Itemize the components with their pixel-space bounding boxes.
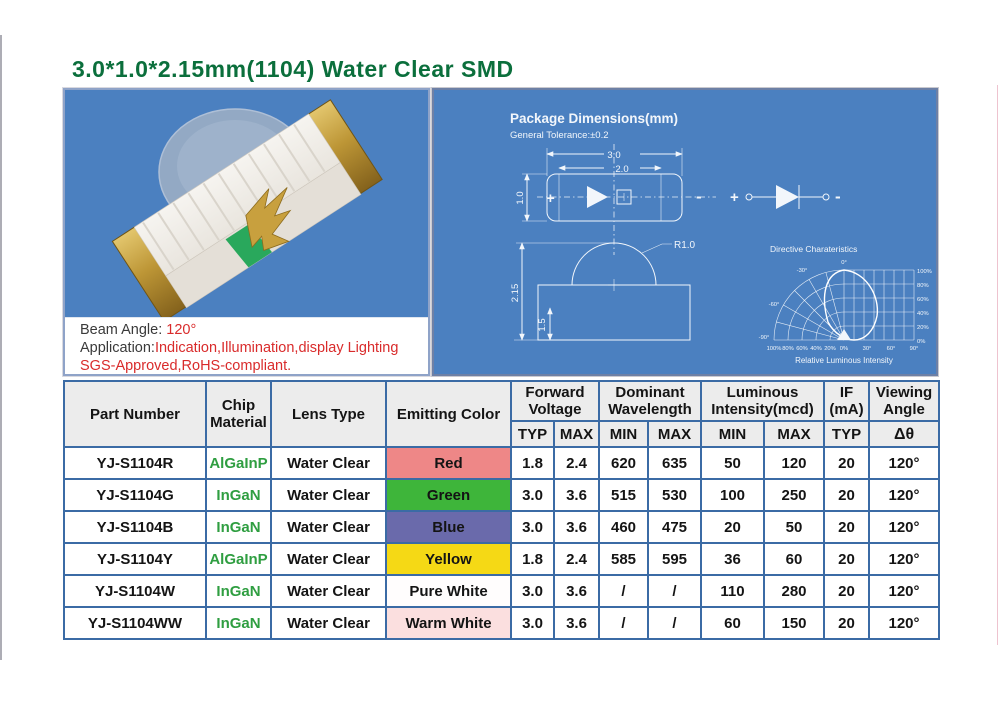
pct-right-80: 80%	[917, 283, 929, 289]
emitting-color-cell: Blue	[386, 511, 511, 543]
top-view-plus: +	[546, 190, 555, 207]
angle-m30-label: -30°	[796, 268, 808, 274]
sub-iv-max: MAX	[764, 421, 824, 447]
side-view-drawing	[510, 240, 696, 340]
viewing-angle-cell: 120°	[869, 479, 939, 511]
col-viewing-angle: Viewing Angle	[869, 381, 939, 421]
iv-max-cell: 250	[764, 479, 824, 511]
top-view-minus: -	[696, 187, 702, 206]
chip-material-cell: InGaN	[206, 479, 271, 511]
sub-if-typ: TYP	[824, 421, 869, 447]
wl-min-cell: 515	[599, 479, 648, 511]
chip-material-cell: InGaN	[206, 575, 271, 607]
vf-typ-cell: 3.0	[511, 511, 554, 543]
vf-max-cell: 3.6	[554, 575, 599, 607]
dim-r1-0: R1.0	[674, 240, 696, 251]
dim-1-0: 1.0	[515, 191, 526, 205]
led-photo	[65, 90, 428, 318]
sub-vf-typ: TYP	[511, 421, 554, 447]
lens-type-cell: Water Clear	[271, 607, 386, 639]
dim-2-0: 2.0	[615, 164, 629, 175]
iv-min-cell: 110	[701, 575, 764, 607]
diode-symbol	[730, 185, 841, 209]
vf-max-cell: 3.6	[554, 607, 599, 639]
vf-max-cell: 3.6	[554, 511, 599, 543]
pct-bottom-0: 0%	[839, 346, 849, 352]
page-edge-artifact-left	[0, 35, 2, 660]
table-header	[64, 381, 939, 447]
chip-material-cell: AlGaInP	[206, 447, 271, 479]
vf-typ-cell: 1.8	[511, 543, 554, 575]
part-number-cell: YJ-S1104WW	[64, 607, 206, 639]
wl-min-cell: 620	[599, 447, 648, 479]
wl-max-cell: 595	[648, 543, 701, 575]
angle-0-label: 0°	[841, 260, 847, 266]
lens-type-cell: Water Clear	[271, 543, 386, 575]
col-if-ma: IF (mA)	[824, 381, 869, 421]
sub-wl-min: MIN	[599, 421, 648, 447]
blueprint-drawing	[434, 90, 936, 374]
if-typ-cell: 20	[824, 607, 869, 639]
angle-m90-label: -90°	[758, 335, 770, 341]
part-number-cell: YJ-S1104R	[64, 447, 206, 479]
beam-angle-line	[80, 321, 422, 339]
viewing-angle-cell: 120°	[869, 447, 939, 479]
viewing-angle-cell: 120°	[869, 575, 939, 607]
angle-m60-label: -60°	[768, 302, 780, 308]
vf-max-cell: 2.4	[554, 447, 599, 479]
iv-max-cell: 120	[764, 447, 824, 479]
beam-angle-value: 120°	[166, 322, 197, 338]
table-row	[64, 575, 939, 607]
lens-type-cell: Water Clear	[271, 479, 386, 511]
dim-2-15: 2.15	[510, 283, 521, 303]
vf-max-cell: 2.4	[554, 543, 599, 575]
pct-right-100: 100%	[917, 269, 932, 275]
emitting-color-cell: Red	[386, 447, 511, 479]
if-typ-cell: 20	[824, 447, 869, 479]
sub-wl-max: MAX	[648, 421, 701, 447]
pct-bottom-40: 40%	[810, 346, 822, 352]
emitting-color-cell: Yellow	[386, 543, 511, 575]
pct-bottom-80: 80%	[782, 346, 794, 352]
pct-bottom-100: 100%	[766, 346, 782, 352]
wl-min-cell: /	[599, 575, 648, 607]
spec-table	[63, 380, 940, 640]
table-row	[64, 479, 939, 511]
iv-max-cell: 60	[764, 543, 824, 575]
table-body	[64, 447, 939, 639]
emitting-color-cell: Green	[386, 479, 511, 511]
application-label: Application:	[80, 340, 155, 356]
vf-typ-cell: 1.8	[511, 447, 554, 479]
lens-type-cell: Water Clear	[271, 511, 386, 543]
iv-min-cell: 60	[701, 607, 764, 639]
wl-min-cell: 460	[599, 511, 648, 543]
table-row	[64, 607, 939, 639]
col-luminous-intensity: Luminous Intensity(mcd)	[701, 381, 824, 421]
table-row	[64, 447, 939, 479]
pct-right-0: 0%	[917, 339, 926, 345]
iv-max-cell: 150	[764, 607, 824, 639]
wl-max-cell: 635	[648, 447, 701, 479]
col-dominant-wavelength: Dominant Wavelength	[599, 381, 701, 421]
part-number-cell: YJ-S1104W	[64, 575, 206, 607]
product-photo-panel	[63, 88, 430, 376]
iv-min-cell: 20	[701, 511, 764, 543]
iv-max-cell: 280	[764, 575, 824, 607]
diagram-title: Package Dimensions(mm)	[510, 111, 679, 126]
sub-iv-min: MIN	[701, 421, 764, 447]
pct-bottom-60: 60%	[796, 346, 808, 352]
wl-max-cell: 475	[648, 511, 701, 543]
symbol-plus: +	[730, 189, 739, 206]
viewing-angle-cell: 120°	[869, 607, 939, 639]
directivity-chart	[759, 244, 932, 365]
page-title: 3.0*1.0*2.15mm(1104) Water Clear SMD	[72, 56, 514, 82]
col-lens-type: Lens Type	[271, 381, 386, 447]
lens-type-cell: Water Clear	[271, 447, 386, 479]
sub-delta-theta: Δθ	[869, 421, 939, 447]
part-number-cell: YJ-S1104G	[64, 479, 206, 511]
vf-typ-cell: 3.0	[511, 607, 554, 639]
directivity-xlabel: Relative Luminous Intensity	[795, 356, 893, 365]
deg-60-label: 60°	[886, 346, 896, 352]
compliance-line: SGS-Approved,RoHS-compliant.	[80, 358, 292, 374]
directivity-title: Directive Charateristics	[770, 244, 858, 254]
beam-pattern-curve	[825, 270, 878, 340]
emitting-color-cell: Warm White	[386, 607, 511, 639]
chip-material-cell: AlGaInP	[206, 543, 271, 575]
photo-caption	[65, 318, 428, 375]
iv-max-cell: 50	[764, 511, 824, 543]
package-dimensions-panel	[432, 88, 938, 376]
col-chip-material: Chip Material	[206, 381, 271, 447]
symbol-minus: -	[835, 187, 841, 206]
chip-material-cell: InGaN	[206, 511, 271, 543]
wl-max-cell: 530	[648, 479, 701, 511]
emitting-color-cell: Pure White	[386, 575, 511, 607]
anode-triangle-mark	[587, 186, 608, 208]
viewing-angle-cell: 120°	[869, 511, 939, 543]
application-line	[80, 339, 422, 357]
dim-1-5: 1.5	[537, 318, 548, 332]
dim-3-0: 3.0	[607, 150, 621, 161]
wl-min-cell: /	[599, 607, 648, 639]
if-typ-cell: 20	[824, 479, 869, 511]
application-value: Indication,Illumination,display Lighting	[154, 340, 399, 356]
iv-min-cell: 100	[701, 479, 764, 511]
pct-right-60: 60%	[917, 297, 929, 303]
table-row	[64, 511, 939, 543]
wl-min-cell: 585	[599, 543, 648, 575]
pct-bottom-20: 20%	[824, 346, 836, 352]
iv-min-cell: 36	[701, 543, 764, 575]
beam-angle-label: Beam Angle:	[80, 322, 167, 338]
if-typ-cell: 20	[824, 543, 869, 575]
viewing-angle-cell: 120°	[869, 543, 939, 575]
if-typ-cell: 20	[824, 511, 869, 543]
col-part-number: Part Number	[64, 381, 206, 447]
vf-typ-cell: 3.0	[511, 479, 554, 511]
top-view-drawing	[515, 144, 716, 255]
led-photo-illustration	[65, 90, 428, 317]
wl-max-cell: /	[648, 607, 701, 639]
iv-min-cell: 50	[701, 447, 764, 479]
vf-max-cell: 3.6	[554, 479, 599, 511]
col-emitting-color: Emitting Color	[386, 381, 511, 447]
if-typ-cell: 20	[824, 575, 869, 607]
col-forward-voltage: Forward Voltage	[511, 381, 599, 421]
sub-vf-max: MAX	[554, 421, 599, 447]
lens-type-cell: Water Clear	[271, 575, 386, 607]
part-number-cell: YJ-S1104Y	[64, 543, 206, 575]
diagram-tolerance: General Tolerance:±0.2	[510, 130, 609, 141]
page-edge-artifact-right	[997, 85, 998, 645]
pct-right-40: 40%	[917, 311, 929, 317]
wl-max-cell: /	[648, 575, 701, 607]
chip-material-cell: InGaN	[206, 607, 271, 639]
vf-typ-cell: 3.0	[511, 575, 554, 607]
part-number-cell: YJ-S1104B	[64, 511, 206, 543]
table-row	[64, 543, 939, 575]
deg-30-label: 30°	[862, 346, 872, 352]
pct-right-20: 20%	[917, 325, 929, 331]
deg-90-label: 90°	[909, 346, 919, 352]
